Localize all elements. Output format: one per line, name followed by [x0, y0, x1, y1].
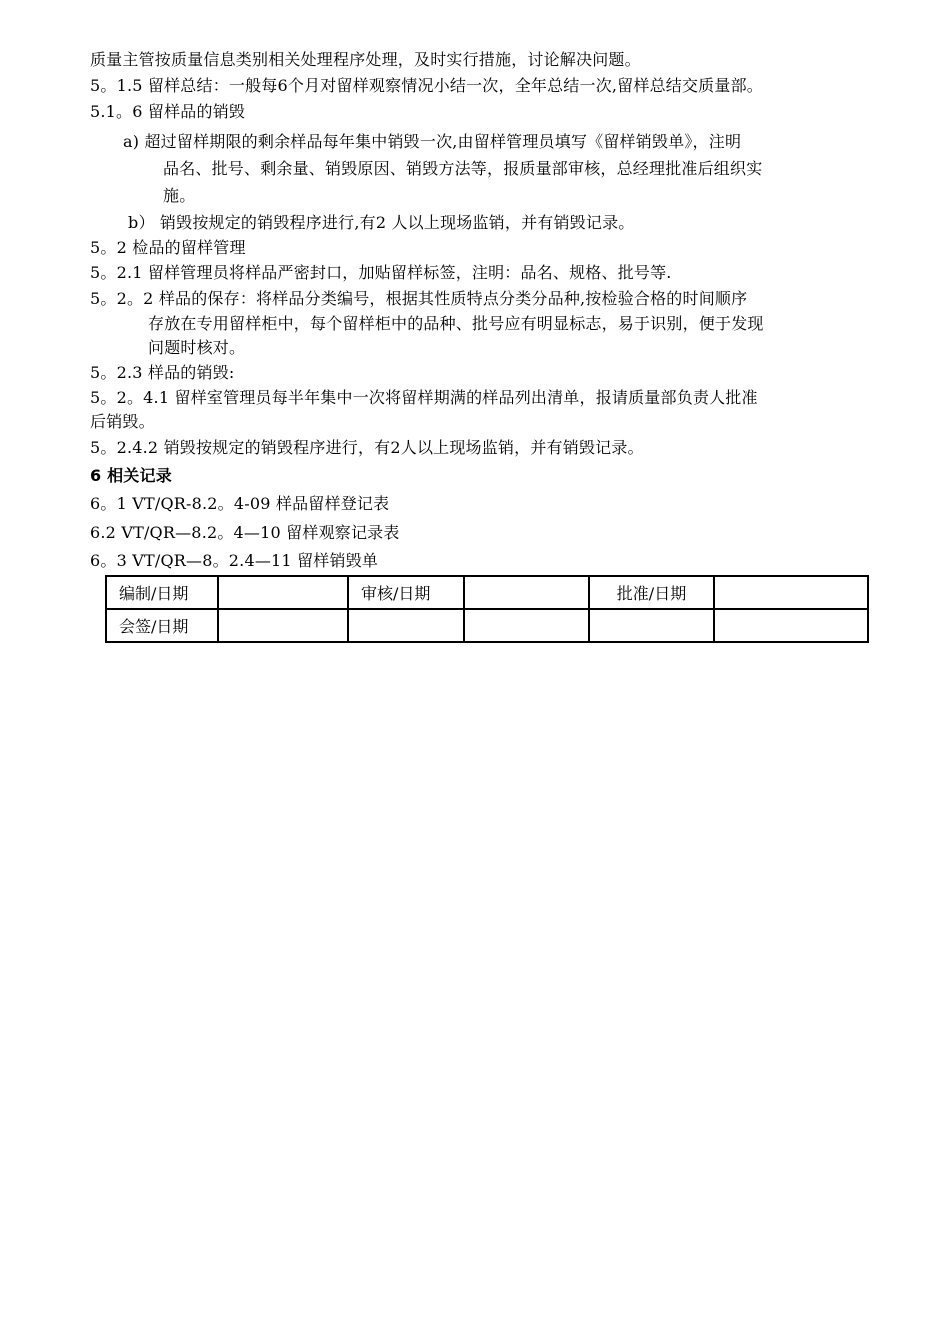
item-b: b） 销毁按规定的销毁程序进行,有2 人以上现场监销，并有销毁记录。 — [128, 213, 635, 232]
compiled-date-value — [218, 576, 348, 609]
paragraph-line: 质量主管按质量信息类别相关处理程序处理，及时实行措施，讨论解决问题。 — [90, 50, 641, 69]
section-5-1-5: 5。1.5 留样总结：一般每6个月对留样观察情况小结一次，全年总结一次,留样总结交质量部。 — [90, 76, 763, 95]
signature-table — [105, 575, 869, 643]
section-5-2: 5。2 检品的留样管理 — [90, 238, 246, 257]
record-6-1: 6。1 VT/QR-8.2。4-09 样品留样登记表 — [90, 494, 390, 513]
section-5-2-3: 5。2.3 样品的销毁: — [90, 363, 235, 382]
table-cell — [589, 609, 714, 642]
table-cell — [714, 609, 868, 642]
table-cell — [464, 609, 589, 642]
section-5-2-2-line-3: 问题时核对。 — [148, 338, 246, 357]
record-6-3: 6。3 VT/QR—8。2.4—11 留样销毁单 — [90, 551, 379, 570]
table-cell — [218, 609, 348, 642]
item-a-line-1: a) 超过留样期限的剩余样品每年集中销毁一次,由留样管理员填写《留样销毁单》，注明 — [123, 132, 742, 151]
countersign-date-label: 会签/日期 — [106, 609, 218, 642]
approved-date-value — [714, 576, 868, 609]
section-5-2-4-1-line-1: 5。2。4.1 留样室管理员每半年集中一次将留样期满的样品列出清单，报请质量部负责人批准 — [90, 388, 758, 407]
item-a-line-2: 品名、批号、剩余量、销毁原因、销毁方法等，报质量部审核，总经理批准后组织实 — [163, 159, 763, 178]
item-a-line-3: 施。 — [163, 186, 196, 205]
section-5-2-2-line-2: 存放在专用留样柜中，每个留样柜中的品种、批号应有明显标志，易于识别，便于发现 — [148, 314, 764, 333]
section-5-2-4-1-line-2: 后销毁。 — [90, 412, 155, 431]
section-5-2-2-line-1: 5。2。2 样品的保存：将样品分类编号，根据其性质特点分类分品种,按检验合格的时间顺序 — [90, 289, 748, 308]
section-5-1-6: 5.1。6 留样品的销毁 — [90, 102, 246, 121]
table-row — [106, 576, 868, 609]
table-row — [106, 609, 868, 642]
approved-date-label: 批准/日期 — [589, 576, 714, 609]
table-cell — [348, 609, 464, 642]
section-5-2-1: 5。2.1 留样管理员将样品严密封口，加贴留样标签，注明：品名、规格、批号等. — [90, 263, 672, 282]
reviewed-date-value — [464, 576, 589, 609]
section-6-heading: 6 相关记录 — [90, 466, 172, 485]
section-5-2-4-2: 5。2.4.2 销毁按规定的销毁程序进行，有2人以上现场监销，并有销毁记录。 — [90, 438, 644, 457]
record-6-2: 6.2 VT/QR—8.2。4—10 留样观察记录表 — [90, 523, 400, 542]
reviewed-date-label: 审核/日期 — [348, 576, 464, 609]
compiled-date-label: 编制/日期 — [106, 576, 218, 609]
